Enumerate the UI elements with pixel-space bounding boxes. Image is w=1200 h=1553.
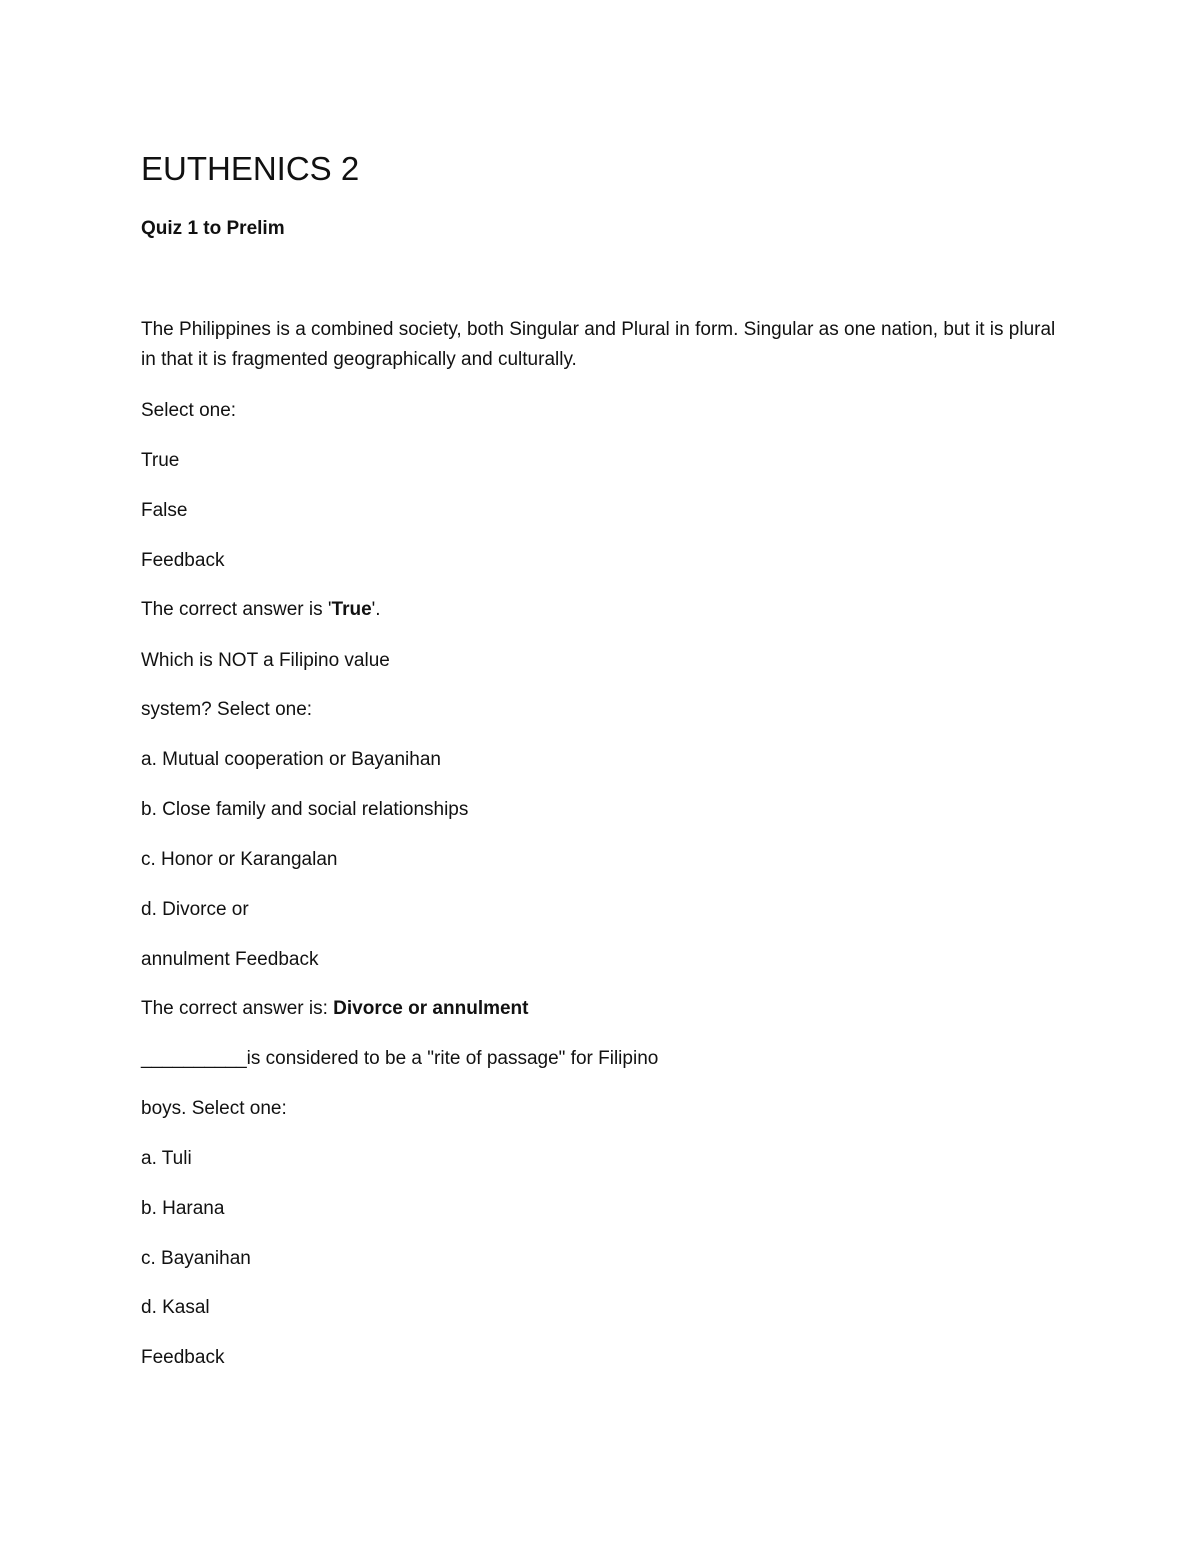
q2-option-a: a. Mutual cooperation or Bayanihan — [141, 749, 441, 770]
q3-question-line1: __________is considered to be a "rite of passage" for Filipino — [141, 1048, 659, 1069]
q1-answer-suffix: '. — [371, 599, 381, 620]
q2-option-d: d. Divorce or — [141, 899, 249, 920]
q2-option-continuation: annulment Feedback — [141, 949, 319, 970]
q3-question-line2: boys. Select one: — [141, 1098, 287, 1119]
q1-option-false: False — [141, 500, 188, 521]
q3-option-c: c. Bayanihan — [141, 1248, 251, 1269]
q1-answer-value: True — [331, 599, 372, 620]
q2-answer-prefix: The correct answer is: — [141, 998, 334, 1019]
q2-answer-value: Divorce or annulment — [333, 998, 529, 1019]
q1-prompt: Select one: — [141, 400, 237, 421]
q3-option-d: d. Kasal — [141, 1297, 210, 1318]
q2-question-line1: Which is NOT a Filipino value — [141, 650, 390, 671]
document-title: EUTHENICS 2 — [141, 150, 360, 187]
document-subtitle: Quiz 1 to Prelim — [141, 218, 285, 239]
q1-question: The Philippines is a combined society, both Singular and Plural in form. Singular as one nation, but it is plural in that it is fragmented geographically and culturally. — [141, 319, 1056, 370]
q1-correct-answer — [141, 595, 381, 625]
q2-option-c: c. Honor or Karangalan — [141, 849, 338, 870]
q2-correct-answer — [141, 994, 529, 1024]
q1-option-true: True — [141, 450, 180, 471]
q2-question-line2: system? Select one: — [141, 699, 313, 720]
q1-answer-prefix: The correct answer is ' — [141, 599, 332, 620]
q3-option-a: a. Tuli — [141, 1148, 192, 1169]
q2-option-b: b. Close family and social relationships — [141, 799, 469, 820]
q3-option-b: b. Harana — [141, 1198, 225, 1219]
q1-feedback-label: Feedback — [141, 550, 225, 571]
q3-feedback-label: Feedback — [141, 1347, 225, 1368]
